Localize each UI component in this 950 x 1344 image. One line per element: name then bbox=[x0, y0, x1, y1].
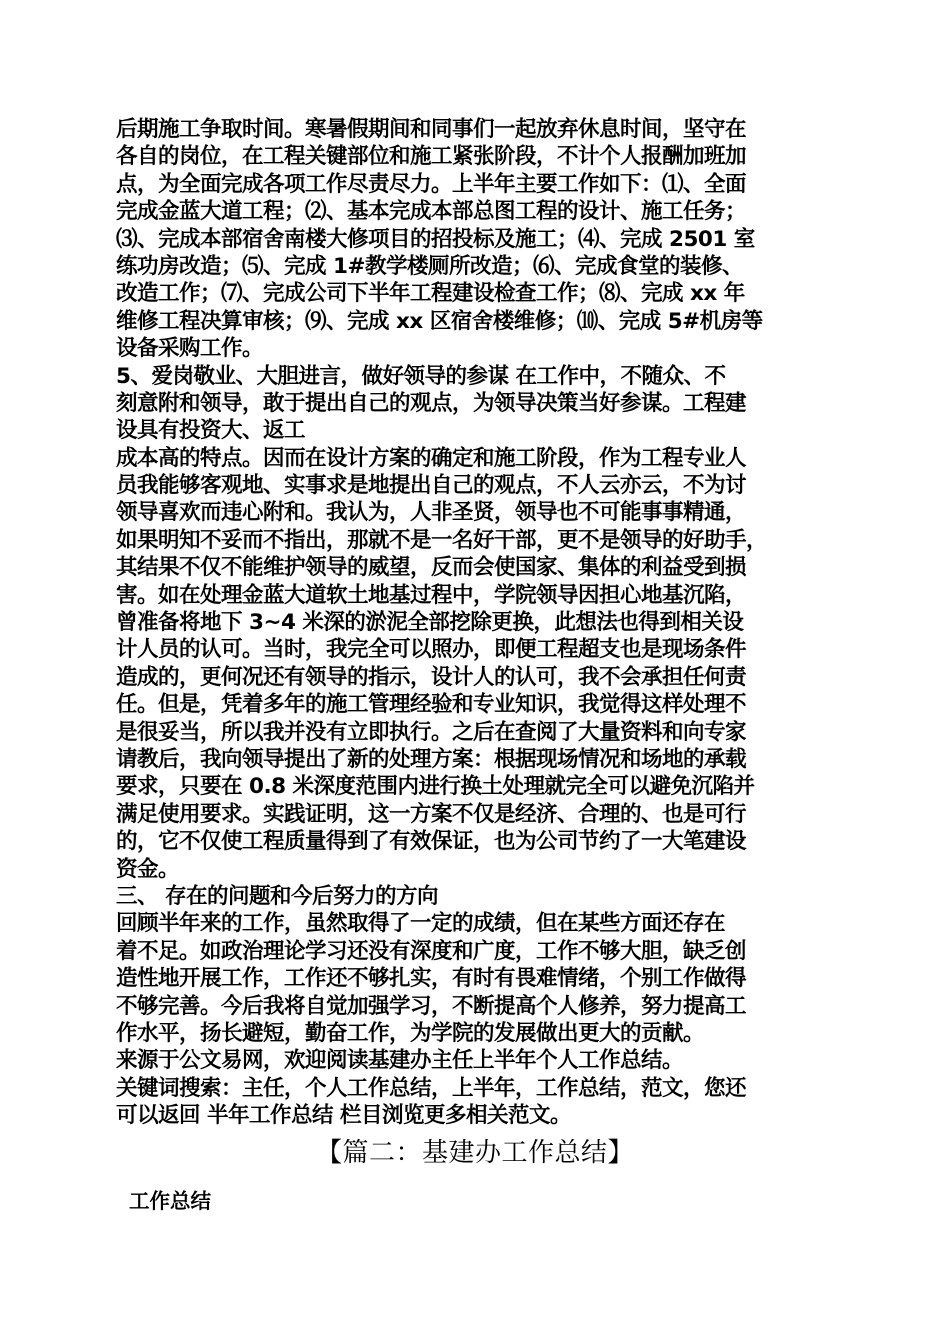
text-line: 造成的，更何况还有领导的指示，设计人的认可，我不会承担任何责 bbox=[116, 664, 747, 690]
text-line: 满足使用要求。实践证明，这一方案不仅是经济、合理的、也是可行 bbox=[116, 801, 747, 827]
section-heading: 【篇二：基建办工作总结】 bbox=[315, 1138, 634, 1168]
body-text bbox=[116, 116, 844, 1129]
text-line: 5、爱岗敬业、大胆进言，做好领导的参谋 在工作中，不随众、不 bbox=[116, 363, 726, 389]
text-line: 害。如在处理金蓝大道软土地基过程中，学院领导因担心地基沉陷， bbox=[116, 582, 747, 608]
text-line: 计人员的认可。当时，我完全可以照办，即便工程超支也是现场条件 bbox=[116, 637, 747, 663]
text-line: 请教后，我向领导提出了新的处理方案：根据现场情况和场地的承载 bbox=[116, 746, 747, 772]
text-line: 其结果不仅不能维护领导的威望，反而会使国家、集体的利益受到损 bbox=[116, 555, 747, 581]
text-line: 领导喜欢而违心附和。我认为，人非圣贤，领导也不可能事事精通， bbox=[116, 500, 747, 526]
text-line: 可以返回 半年工作总结 栏目浏览更多相关范文。 bbox=[116, 1103, 571, 1129]
text-line: 维修工程决算审核；⑼、完成 xx 区宿舍楼维修；⑽、完成 5#机房等 bbox=[116, 308, 763, 334]
text-line: 造性地开展工作，工作还不够扎实，有时有畏难情绪，个别工作做得 bbox=[116, 966, 747, 992]
text-line: 完成金蓝大道工程；⑵、基本完成本部总图工程的设计、施工任务； bbox=[116, 199, 747, 225]
text-line: 员我能够客观地、实事求是地提出自己的观点，不人云亦云，不为讨 bbox=[116, 473, 747, 499]
text-line: 来源于公文易网，欢迎阅读基建办主任上半年个人工作总结。 bbox=[116, 1048, 684, 1074]
text-line: 点，为全面完成各项工作尽责尽力。上半年主要工作如下：⑴、全面 bbox=[116, 171, 747, 197]
subheading: 工作总结 bbox=[129, 1189, 211, 1213]
text-line: 练功房改造；⑸、完成 1#教学楼厕所改造；⑹、完成食堂的装修、 bbox=[116, 253, 743, 279]
text-line: 设备采购工作。 bbox=[116, 336, 264, 362]
text-line: 关键词搜索：主任，个人工作总结，上半年，工作总结，范文，您还 bbox=[116, 1075, 747, 1101]
text-line: 设具有投资大、返工 bbox=[116, 418, 306, 444]
text-line: 作水平，扬长避短，勤奋工作，为学院的发展做出更大的贡献。 bbox=[116, 1020, 705, 1046]
text-line: 如果明知不妥而不指出，那就不是一名好干部，更不是领导的好助手， bbox=[116, 527, 768, 553]
text-line: 刻意附和领导，敢于提出自己的观点，为领导决策当好参谋。工程建 bbox=[116, 390, 747, 416]
text-line: 着不足。如政治理论学习还没有深度和广度，工作不够大胆，缺乏创 bbox=[116, 938, 747, 964]
text-line: 成本高的特点。因而在设计方案的确定和施工阶段，作为工程专业人 bbox=[116, 445, 747, 471]
text-line: 要求，只要在 0.8 米深度范围内进行换土处理就完全可以避免沉陷并 bbox=[116, 774, 755, 800]
text-line: 不够完善。今后我将自觉加强学习，不断提高个人修养，努力提高工 bbox=[116, 993, 747, 1019]
text-line: 资金。 bbox=[116, 856, 180, 882]
text-line: 回顾半年来的工作，虽然取得了一定的成绩，但在某些方面还存在 bbox=[116, 911, 726, 937]
text-line: ⑶、完成本部宿舍南楼大修项目的招投标及施工；⑷、完成 2501 室 bbox=[116, 226, 755, 252]
text-line: 各自的岗位，在工程关键部位和施工紧张阶段，不计个人报酬加班加 bbox=[116, 144, 747, 170]
text-line: 三、 存在的问题和今后努力的方向 bbox=[116, 883, 438, 909]
text-line: 曾准备将地下 3~4 米深的淤泥全部挖除更换，此想法也得到相关设 bbox=[116, 610, 744, 636]
text-line: 改造工作；⑺、完成公司下半年工程建设检查工作；⑻、完成 xx 年 bbox=[116, 281, 745, 307]
text-line: 任。但是，凭着多年的施工管理经验和专业知识，我觉得这样处理不 bbox=[116, 692, 747, 718]
text-line: 后期施工争取时间。寒暑假期间和同事们一起放弃休息时间，坚守在 bbox=[116, 117, 747, 142]
text-line: 是很妥当，所以我并没有立即执行。之后在查阅了大量资料和向专家 bbox=[116, 719, 747, 745]
text-line: 的，它不仅使工程质量得到了有效保证，也为公司节约了一大笔建设 bbox=[116, 829, 747, 855]
